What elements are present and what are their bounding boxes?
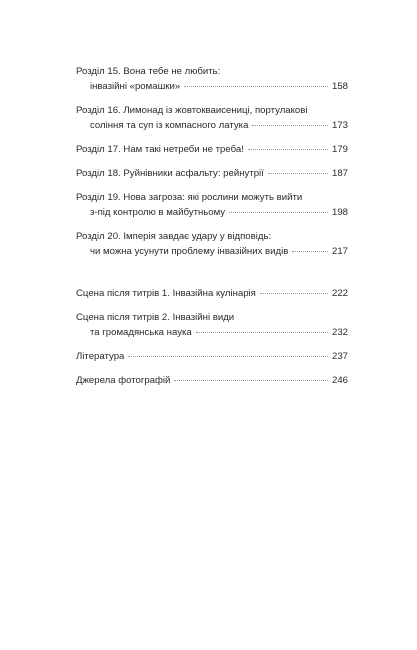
page-number: 187 xyxy=(331,168,348,179)
chapter-list xyxy=(76,64,348,259)
dot-leader xyxy=(252,125,328,126)
toc-entry-title-line: Сцена після титрів 2. Інвазійні види xyxy=(76,312,235,323)
page-number: 179 xyxy=(331,144,348,155)
dot-leader xyxy=(128,356,328,357)
toc-entry-photo-sources xyxy=(76,373,348,388)
toc-entry-title-line: Розділ 17. Нам такі нетреби не треба! xyxy=(76,144,244,155)
dot-leader xyxy=(174,380,328,381)
toc-entry-title-line: Джерела фотографій xyxy=(76,375,171,386)
page-number: 237 xyxy=(331,351,348,362)
page-number: 232 xyxy=(331,327,348,338)
toc-entry-title-line: Література xyxy=(76,351,125,362)
toc-entry-title-line: соління та суп із компасного латука xyxy=(90,120,249,131)
toc-entry-literature xyxy=(76,349,348,364)
page-number: 246 xyxy=(331,375,348,386)
toc-entry-post-credits-1 xyxy=(76,286,348,301)
dot-leader xyxy=(229,212,328,213)
toc-entry-title-line: з-під контролю в майбутньому xyxy=(90,207,226,218)
toc-entry-title-line: Розділ 18. Руйнівники асфальту: рейнутрії xyxy=(76,168,264,179)
page-number: 222 xyxy=(331,288,348,299)
page-number: 173 xyxy=(331,120,348,131)
toc-entry-title-line: Розділ 15. Вона тебе не любить: xyxy=(76,66,221,77)
toc-entry-title-line: Розділ 16. Лимонад із жовтокваисениці, портулакові xyxy=(76,105,308,116)
toc-entry-chapter-17 xyxy=(76,142,348,157)
back-matter-list xyxy=(76,286,348,388)
toc-entry-chapter-15 xyxy=(76,64,348,94)
table-of-contents xyxy=(76,64,348,397)
toc-entry-title-line: та громадянська наука xyxy=(90,327,192,338)
toc-entry-title-line: чи можна усунути проблему інвазійних видів xyxy=(90,246,289,257)
dot-leader xyxy=(248,149,328,150)
dot-leader xyxy=(260,293,328,294)
dot-leader xyxy=(268,173,328,174)
dot-leader xyxy=(196,332,328,333)
page-number: 217 xyxy=(331,246,348,257)
page-number: 158 xyxy=(331,81,348,92)
page-number: 198 xyxy=(331,207,348,218)
toc-entry-chapter-20 xyxy=(76,229,348,259)
toc-entry-chapter-19 xyxy=(76,190,348,220)
toc-entry-title-line: Розділ 20. Імперія завдає удару у відповідь: xyxy=(76,231,272,242)
toc-entry-chapter-16 xyxy=(76,103,348,133)
toc-entry-title-line: Сцена після титрів 1. Інвазійна кулінарія xyxy=(76,288,256,299)
dot-leader xyxy=(184,86,328,87)
toc-entry-chapter-18 xyxy=(76,166,348,181)
toc-entry-post-credits-2 xyxy=(76,310,348,340)
toc-entry-title-line: Розділ 19. Нова загроза: які рослини можуть вийти xyxy=(76,192,303,203)
toc-entry-title-line: інвазійні «ромашки» xyxy=(90,81,181,92)
dot-leader xyxy=(292,251,328,252)
